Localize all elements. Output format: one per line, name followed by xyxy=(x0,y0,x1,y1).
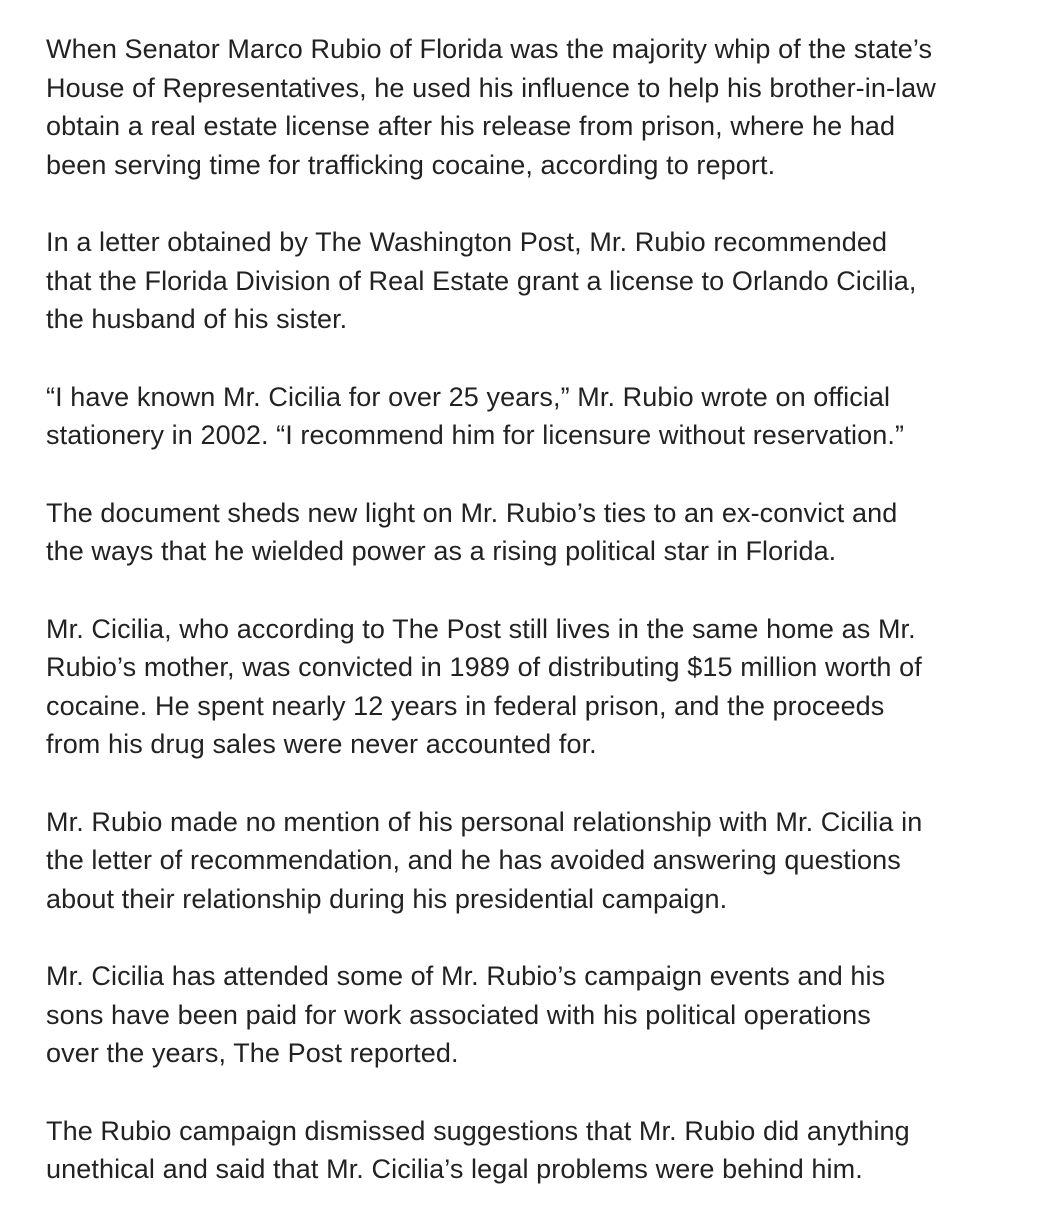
paragraph-line: When Senator Marco Rubio of Florida was the majority whip of the state’s xyxy=(46,34,933,64)
paragraph-line: the ways that he wielded power as a rising political star in Florida. xyxy=(46,536,837,566)
paragraph-line: In a letter obtained by The Washington Post, Mr. Rubio recommended xyxy=(46,227,888,257)
paragraph-1 xyxy=(46,30,1006,184)
paragraph-line: been serving time for trafficking cocaine, according to report. xyxy=(46,149,776,180)
paragraph-line: The document sheds new light on Mr. Rubio’s ties to an ex-convict and xyxy=(46,497,898,528)
paragraph-4 xyxy=(46,494,1006,571)
paragraph-line: the husband of his sister. xyxy=(46,304,348,334)
article-body xyxy=(46,30,1006,1228)
paragraph-line: “I have known Mr. Cicilia for over 25 years,” Mr. Rubio wrote on official xyxy=(46,381,891,412)
paragraph-line: from his drug sales were never accounted for. xyxy=(46,729,597,759)
paragraph-line: Rubio’s mother, was convicted in 1989 of distributing $15 million worth of xyxy=(46,652,922,682)
paragraph-8 xyxy=(46,1112,1006,1189)
paragraph-2 xyxy=(46,223,1006,339)
paragraph-line: Mr. Cicilia has attended some of Mr. Rubio’s campaign events and his xyxy=(46,961,886,991)
paragraph-line: The Rubio campaign dismissed suggestions that Mr. Rubio did anything xyxy=(46,1115,910,1146)
paragraph-5 xyxy=(46,610,1006,764)
paragraph-line: about their relationship during his presidential campaign. xyxy=(46,883,728,914)
paragraph-line: over the years, The Post reported. xyxy=(46,1038,459,1068)
paragraph-line: the letter of recommendation, and he has avoided answering questions xyxy=(46,845,901,875)
paragraph-line: that the Florida Division of Real Estate grant a license to Orlando Cicilia, xyxy=(46,265,917,296)
paragraph-line: obtain a real estate license after his release from prison, where he had xyxy=(46,111,896,141)
paragraph-line: Mr. Rubio made no mention of his personal relationship with Mr. Cicilia in xyxy=(46,806,923,837)
paragraph-6 xyxy=(46,803,1006,919)
paragraph-line: Mr. Cicilia, who according to The Post still lives in the same home as Mr. xyxy=(46,613,916,644)
paragraph-7 xyxy=(46,957,1006,1073)
paragraph-line: stationery in 2002. “I recommend him for licensure without reservation.” xyxy=(46,420,905,450)
paragraph-3 xyxy=(46,378,1006,455)
paragraph-line: sons have been paid for work associated with his political operations xyxy=(46,999,871,1030)
paragraph-line: unethical and said that Mr. Cicilia’s legal problems were behind him. xyxy=(46,1154,863,1184)
paragraph-line: cocaine. He spent nearly 12 years in federal prison, and the proceeds xyxy=(46,690,885,721)
paragraph-line: House of Representatives, he used his influence to help his brother-in-law xyxy=(46,72,936,103)
